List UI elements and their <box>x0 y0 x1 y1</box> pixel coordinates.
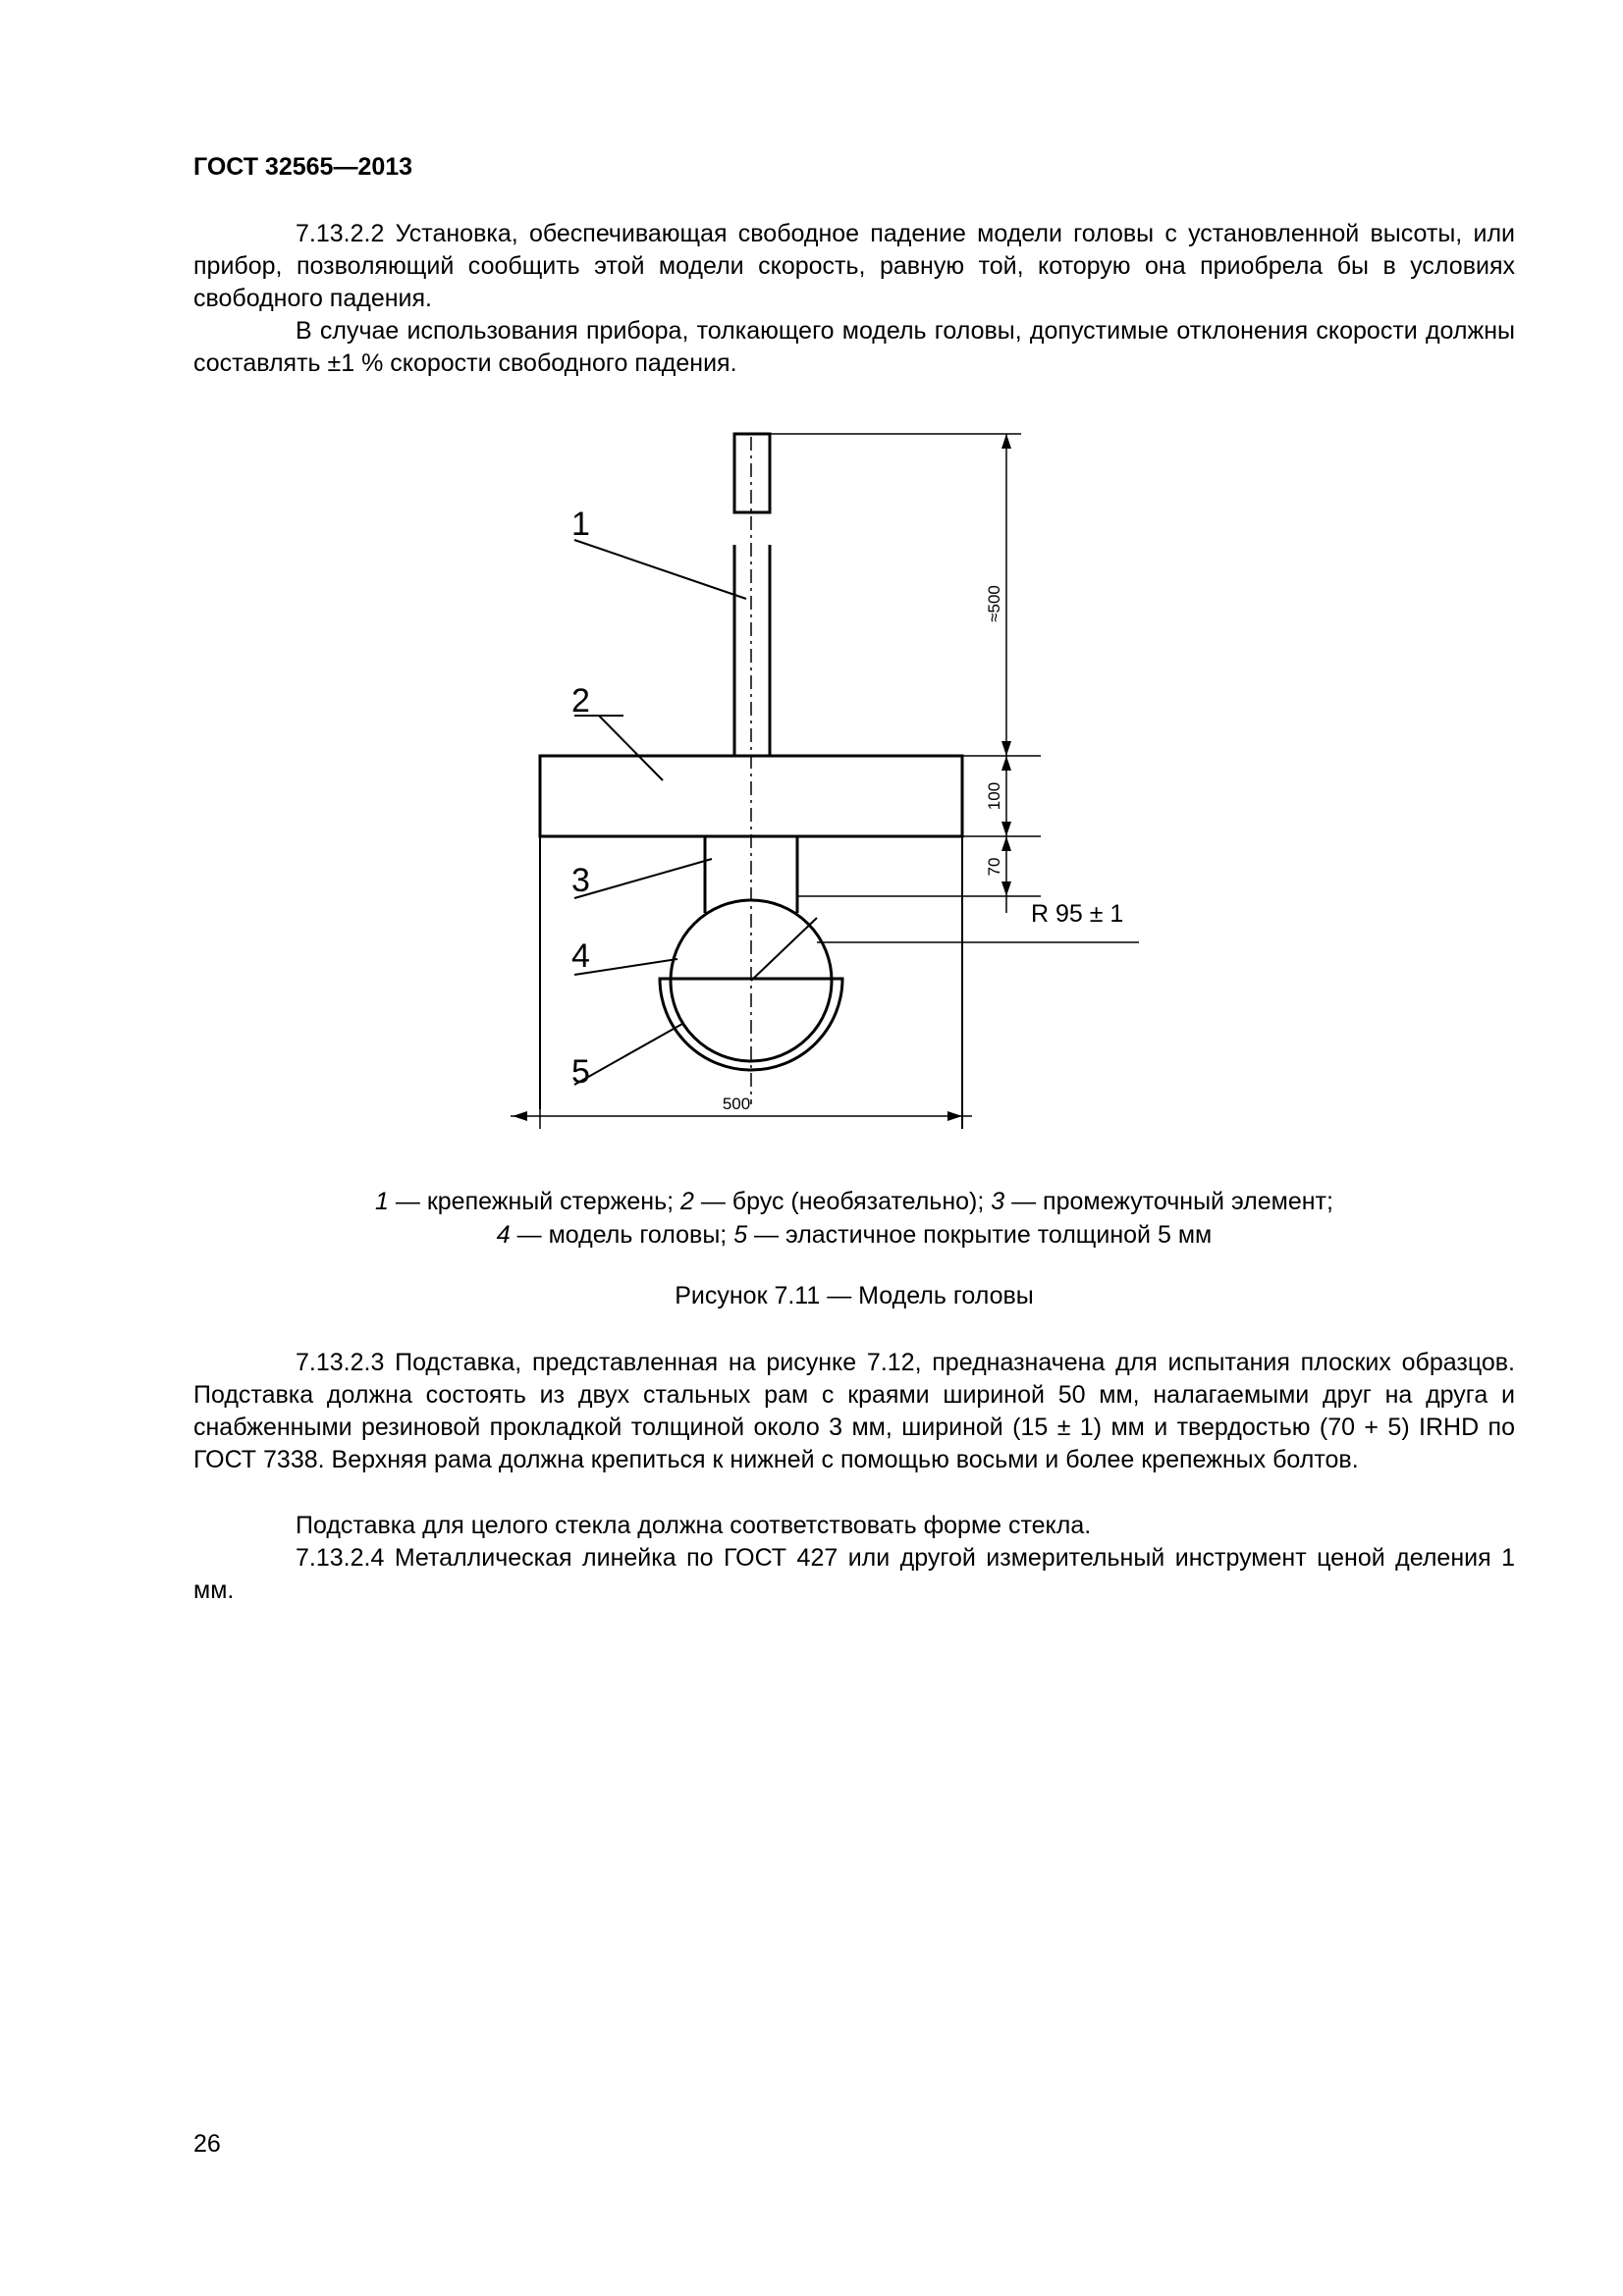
legend-text-1: — крепежный стержень; <box>388 1188 680 1215</box>
leader-1 <box>574 540 746 599</box>
figure-head-model <box>511 417 1149 1144</box>
paragraph-7-13-2-3: 7.13.2.3 Подставка, представленная на рисунке 7.12, предназначена для испытания плоских образцов. Подставка должна состоять из двух стальных рам с краями шириной 50 мм, налагаемыми друг на друга и снабженными резиновой прокладкой толщиной около 3 мм, шириной (15 ± 1) мм и твердостью (70 + 5) IRHD по ГОСТ 7338. Верхняя рама должна крепиться к нижней с помощью восьми и более крепежных болтов. <box>193 1349 1515 1473</box>
dim-text-radius: R 95 ± 1 <box>1031 900 1124 928</box>
legend-num-2: 2 <box>680 1188 694 1215</box>
callout-3: 3 <box>571 862 590 899</box>
figure-caption: Рисунок 7.11 — Модель головы <box>675 1282 1034 1309</box>
paragraph-pusher-tolerance: В случае использования прибора, толкающего модель головы, допустимые отклонения скорости должны составлять ±1 % скорости свободного падения. <box>193 317 1515 377</box>
legend-num-1: 1 <box>375 1188 389 1215</box>
dim-text-100: 100 <box>985 781 1003 811</box>
legend-num-4: 4 <box>496 1221 511 1249</box>
leader-2 <box>599 716 663 780</box>
legend-text-2: — брус (необязательно); <box>693 1188 992 1215</box>
paragraph-whole-glass-support: Подставка для целого стекла должна соответствовать форме стекла. <box>296 1512 1092 1539</box>
rod-upper-segment <box>734 434 770 512</box>
callout-1: 1 <box>571 506 590 543</box>
page-number: 26 <box>193 2130 221 2158</box>
callout-5: 5 <box>571 1053 590 1091</box>
legend-text-5: — эластичное покрытие толщиной 5 мм <box>747 1221 1213 1249</box>
dim-text-500-vertical: ≈500 <box>985 585 1003 622</box>
callout-2: 2 <box>571 682 590 720</box>
legend-text-4: — модель головы; <box>510 1221 734 1249</box>
paragraph-7-13-2-4: 7.13.2.4 Металлическая линейка по ГОСТ 427 или другой измерительный инструмент ценой деления 1 мм. <box>193 1544 1515 1604</box>
leader-5 <box>574 1024 682 1085</box>
arrow-500-bottom <box>1001 741 1011 756</box>
callout-4: 4 <box>571 937 590 975</box>
figure-legend-line-1 <box>193 1186 1515 1218</box>
leader-3 <box>574 859 712 898</box>
document-header: ГОСТ 32565—2013 <box>193 153 413 181</box>
paragraph-7-13-2-2: 7.13.2.2 Установка, обеспечивающая свободное падение модели головы с установленной высоты, или прибор, позволяющий сообщить этой модели скорость, равную той, которую она приобрела бы в условиях свободного падения. <box>193 220 1515 312</box>
arrow-width-right <box>947 1111 962 1121</box>
arrow-width-left <box>513 1111 527 1121</box>
dim-text-500-width: 500 <box>722 1095 751 1113</box>
head-model-drawing <box>511 417 1149 1144</box>
legend-text-3: — промежуточный элемент; <box>1004 1188 1333 1215</box>
arrow-100-top <box>1001 756 1011 771</box>
arrow-70-top <box>1001 836 1011 851</box>
radius-line <box>751 918 817 981</box>
legend-num-5: 5 <box>733 1221 748 1249</box>
arrow-70-bottom <box>1001 881 1011 896</box>
arrow-100-bottom <box>1001 822 1011 836</box>
dim-text-70: 70 <box>985 857 1003 877</box>
arrow-top <box>1001 434 1011 449</box>
legend-num-3: 3 <box>991 1188 1005 1215</box>
figure-legend-line-2 <box>193 1219 1515 1252</box>
